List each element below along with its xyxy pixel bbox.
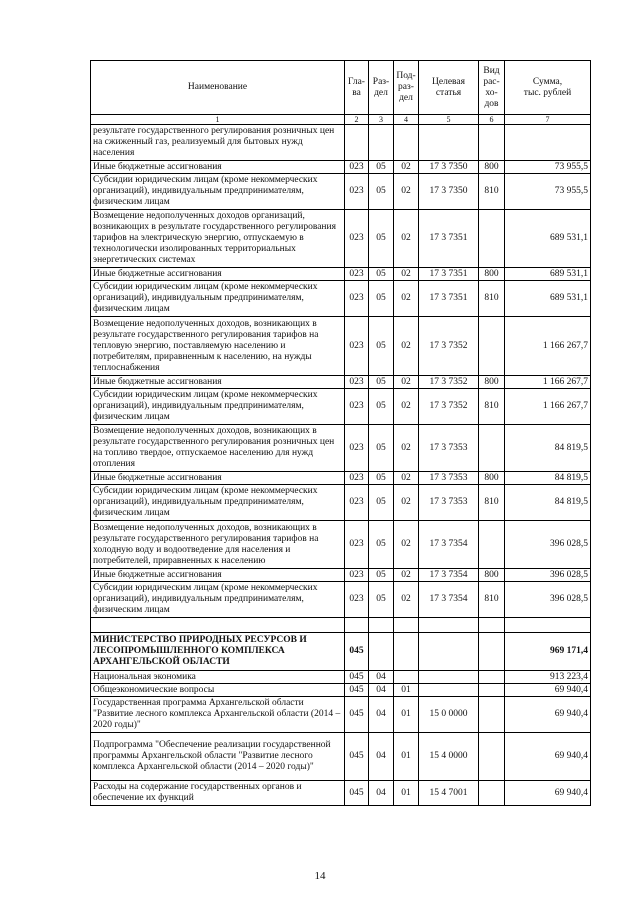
cell-name: Субсидии юридическим лицам (кроме некоммерческих организаций), индивидуальным предпринимателям, физическим лицам <box>91 582 345 618</box>
cell-celevaya: 15 0 0000 <box>419 697 479 733</box>
cell-razdel: 04 <box>369 781 394 806</box>
cell-razdel <box>369 618 394 633</box>
cell-name: Субсидии юридическим лицам (кроме некоммерческих организаций), индивидуальным предпринимателям, физическим лицам <box>91 389 345 425</box>
cell-podrazdel <box>394 671 419 684</box>
cell-celevaya <box>419 125 479 161</box>
cell-vid: 810 <box>479 389 505 425</box>
cell-summa: 689 531,1 <box>505 281 591 317</box>
cell-vid <box>479 781 505 806</box>
cell-summa: 689 531,1 <box>505 268 591 281</box>
cell-name: Возмещение недополученных доходов, возникающих в результате государственного регулирования тарифов на холодную воду и водоотведение для населения и потребителей, приравненных к населению <box>91 521 345 569</box>
header-celevaya <box>419 61 479 115</box>
cell-celevaya: 17 3 7353 <box>419 485 479 521</box>
cell-name: Субсидии юридическим лицам (кроме некоммерческих организаций), индивидуальным предпринимателям, физическим лицам <box>91 174 345 210</box>
cell-celevaya: 17 3 7352 <box>419 317 479 376</box>
cell-podrazdel: 01 <box>394 684 419 697</box>
header-vid-text: Вид рас- хо- дов <box>483 65 500 109</box>
cell-glava <box>345 125 369 161</box>
header-razdel <box>369 61 394 115</box>
cell-glava: 023 <box>345 268 369 281</box>
table-row <box>91 472 591 485</box>
table-row <box>91 582 591 618</box>
cell-vid: 810 <box>479 281 505 317</box>
cell-razdel: 05 <box>369 174 394 210</box>
table-body <box>91 125 591 806</box>
cell-podrazdel: 02 <box>394 317 419 376</box>
cell-podrazdel: 02 <box>394 174 419 210</box>
cell-vid <box>479 684 505 697</box>
cell-vid: 800 <box>479 268 505 281</box>
cell-glava: 023 <box>345 210 369 268</box>
cell-razdel: 05 <box>369 582 394 618</box>
cell-podrazdel: 02 <box>394 268 419 281</box>
table-row <box>91 174 591 210</box>
cell-glava: 045 <box>345 781 369 806</box>
cell-summa: 969 171,4 <box>505 633 591 671</box>
header-glava-text: Гла- ва <box>348 76 365 98</box>
cell-glava: 023 <box>345 317 369 376</box>
table-row <box>91 425 591 472</box>
cell-vid <box>479 671 505 684</box>
cell-name: Расходы на содержание государственных органов и обеспечение их функций <box>91 781 345 806</box>
table-row <box>91 618 591 633</box>
table-row <box>91 376 591 389</box>
cell-podrazdel: 01 <box>394 697 419 733</box>
cell-summa: 1 166 267,7 <box>505 317 591 376</box>
cell-vid <box>479 521 505 569</box>
page-number: 14 <box>314 870 326 882</box>
cell-name <box>91 618 345 633</box>
cell-glava: 023 <box>345 521 369 569</box>
cell-name: Иные бюджетные ассигнования <box>91 376 345 389</box>
cell-celevaya: 17 3 7350 <box>419 161 479 174</box>
cell-podrazdel <box>394 125 419 161</box>
cell-vid: 800 <box>479 472 505 485</box>
cell-podrazdel: 02 <box>394 161 419 174</box>
cell-podrazdel <box>394 633 419 671</box>
cell-name: Национальная экономика <box>91 671 345 684</box>
cell-vid: 800 <box>479 161 505 174</box>
cell-vid <box>479 317 505 376</box>
cell-razdel: 05 <box>369 425 394 472</box>
cell-vid: 810 <box>479 174 505 210</box>
cell-name: Возмещение недополученных доходов, возникающих в результате государственного регулирования розничных цен на топливо твердое, отпускаемое населению для нужд отопления <box>91 425 345 472</box>
cell-razdel: 05 <box>369 472 394 485</box>
cell-vid <box>479 210 505 268</box>
header-podrazdel <box>394 61 419 115</box>
header-name: Наименование <box>91 61 345 115</box>
header-summa <box>505 61 591 115</box>
cell-vid <box>479 618 505 633</box>
cell-celevaya <box>419 684 479 697</box>
cell-summa: 84 819,5 <box>505 472 591 485</box>
cell-podrazdel: 02 <box>394 569 419 582</box>
cell-glava: 045 <box>345 684 369 697</box>
table-row <box>91 281 591 317</box>
cell-summa <box>505 618 591 633</box>
cell-name: Подпрограмма "Обеспечение реализации государственной программы Архангельской области "Развитие лесного комплекса Архангельской области (2014 – 2020 годы)" <box>91 733 345 781</box>
cell-razdel: 05 <box>369 569 394 582</box>
cell-summa: 84 819,5 <box>505 485 591 521</box>
cell-summa: 396 028,5 <box>505 582 591 618</box>
cell-name: Иные бюджетные ассигнования <box>91 268 345 281</box>
col-number: 4 <box>394 115 419 125</box>
table-row <box>91 733 591 781</box>
cell-name: Субсидии юридическим лицам (кроме некоммерческих организаций), индивидуальным предпринимателям, физическим лицам <box>91 281 345 317</box>
cell-vid <box>479 733 505 781</box>
cell-glava: 023 <box>345 582 369 618</box>
cell-summa: 69 940,4 <box>505 781 591 806</box>
cell-celevaya: 17 3 7350 <box>419 174 479 210</box>
cell-razdel: 05 <box>369 521 394 569</box>
table-row <box>91 521 591 569</box>
cell-glava: 045 <box>345 697 369 733</box>
cell-name: Возмещение недополученных доходов, возникающих в результате государственного регулирования тарифов на тепловую энергию, поставляемую населению и потребителям, приравненным к населению, на нужды теплоснабжения <box>91 317 345 376</box>
cell-razdel: 05 <box>369 161 394 174</box>
cell-podrazdel: 01 <box>394 733 419 781</box>
cell-razdel: 05 <box>369 281 394 317</box>
cell-razdel: 05 <box>369 376 394 389</box>
cell-razdel: 05 <box>369 268 394 281</box>
cell-glava: 023 <box>345 161 369 174</box>
col-number: 6 <box>479 115 505 125</box>
table-row <box>91 125 591 161</box>
cell-name: Общеэкономические вопросы <box>91 684 345 697</box>
cell-name: МИНИСТЕРСТВО ПРИРОДНЫХ РЕСУРСОВ И ЛЕСОПРОМЫШЛЕННОГО КОМПЛЕКСА АРХАНГЕЛЬСКОЙ ОБЛАСТИ <box>91 633 345 671</box>
header-celevaya-text: Целевая статья <box>432 76 465 98</box>
col-number: 1 <box>91 115 345 125</box>
cell-podrazdel: 02 <box>394 485 419 521</box>
cell-summa <box>505 125 591 161</box>
cell-razdel: 04 <box>369 684 394 697</box>
cell-glava: 023 <box>345 281 369 317</box>
table-row <box>91 684 591 697</box>
cell-vid: 810 <box>479 485 505 521</box>
cell-summa: 396 028,5 <box>505 521 591 569</box>
cell-glava: 045 <box>345 671 369 684</box>
cell-name: Иные бюджетные ассигнования <box>91 472 345 485</box>
table-row <box>91 389 591 425</box>
cell-name: Субсидии юридическим лицам (кроме некоммерческих организаций), индивидуальным предпринимателям, физическим лицам <box>91 485 345 521</box>
cell-razdel: 04 <box>369 697 394 733</box>
cell-glava: 045 <box>345 733 369 781</box>
cell-glava: 023 <box>345 389 369 425</box>
cell-razdel <box>369 125 394 161</box>
cell-razdel <box>369 633 394 671</box>
cell-name: Возмещение недополученных доходов организаций, возникающих в результате государственного регулирования тарифов на электрическую энергию, отпускаемую в технологически изолированных территориальных энергетических системах <box>91 210 345 268</box>
cell-podrazdel: 02 <box>394 521 419 569</box>
header-summa-text: Сумма, тыс. рублей <box>523 76 572 98</box>
header-razdel-text: Раз- дел <box>372 76 390 98</box>
header-row <box>91 61 591 115</box>
cell-celevaya: 17 3 7354 <box>419 569 479 582</box>
table-row <box>91 569 591 582</box>
cell-podrazdel: 01 <box>394 781 419 806</box>
cell-podrazdel: 02 <box>394 389 419 425</box>
cell-celevaya <box>419 671 479 684</box>
cell-summa: 84 819,5 <box>505 425 591 472</box>
cell-podrazdel: 02 <box>394 425 419 472</box>
col-number: 3 <box>369 115 394 125</box>
cell-podrazdel: 02 <box>394 281 419 317</box>
cell-glava: 023 <box>345 376 369 389</box>
cell-celevaya: 17 3 7354 <box>419 521 479 569</box>
cell-razdel: 05 <box>369 389 394 425</box>
cell-vid <box>479 125 505 161</box>
cell-podrazdel: 02 <box>394 376 419 389</box>
cell-razdel: 04 <box>369 671 394 684</box>
cell-summa: 69 940,4 <box>505 733 591 781</box>
cell-summa: 73 955,5 <box>505 161 591 174</box>
cell-glava: 023 <box>345 569 369 582</box>
cell-razdel: 05 <box>369 210 394 268</box>
cell-glava: 023 <box>345 485 369 521</box>
cell-celevaya: 15 4 7001 <box>419 781 479 806</box>
cell-name: Государственная программа Архангельской области "Развитие лесного комплекса Архангельской области (2014 – 2020 годы)" <box>91 697 345 733</box>
table-row <box>91 317 591 376</box>
cell-razdel: 05 <box>369 485 394 521</box>
cell-summa: 689 531,1 <box>505 210 591 268</box>
cell-glava: 023 <box>345 425 369 472</box>
cell-podrazdel: 02 <box>394 472 419 485</box>
cell-glava: 045 <box>345 633 369 671</box>
cell-vid <box>479 697 505 733</box>
header-vid <box>479 61 505 115</box>
cell-vid: 810 <box>479 582 505 618</box>
budget-table <box>90 60 591 806</box>
cell-celevaya <box>419 633 479 671</box>
cell-glava: 023 <box>345 174 369 210</box>
cell-celevaya <box>419 618 479 633</box>
column-number-row <box>91 115 591 125</box>
cell-summa: 1 166 267,7 <box>505 389 591 425</box>
table-row <box>91 697 591 733</box>
table-row <box>91 161 591 174</box>
cell-celevaya: 17 3 7354 <box>419 582 479 618</box>
cell-celevaya: 17 3 7353 <box>419 425 479 472</box>
cell-celevaya: 17 3 7351 <box>419 210 479 268</box>
cell-vid: 800 <box>479 376 505 389</box>
cell-summa: 396 028,5 <box>505 569 591 582</box>
cell-summa: 73 955,5 <box>505 174 591 210</box>
table-row <box>91 268 591 281</box>
col-number: 5 <box>419 115 479 125</box>
table-row <box>91 671 591 684</box>
table-row <box>91 633 591 671</box>
cell-vid: 800 <box>479 569 505 582</box>
cell-celevaya: 17 3 7352 <box>419 376 479 389</box>
cell-podrazdel <box>394 618 419 633</box>
col-number: 2 <box>345 115 369 125</box>
header-podrazdel-text: Под- раз- дел <box>396 71 416 103</box>
cell-summa: 913 223,4 <box>505 671 591 684</box>
header-glava <box>345 61 369 115</box>
cell-podrazdel: 02 <box>394 582 419 618</box>
cell-celevaya: 17 3 7351 <box>419 268 479 281</box>
cell-summa: 69 940,4 <box>505 697 591 733</box>
cell-name: Иные бюджетные ассигнования <box>91 569 345 582</box>
cell-glava <box>345 618 369 633</box>
table-row <box>91 485 591 521</box>
cell-celevaya: 15 4 0000 <box>419 733 479 781</box>
table-row <box>91 210 591 268</box>
cell-razdel: 04 <box>369 733 394 781</box>
cell-celevaya: 17 3 7351 <box>419 281 479 317</box>
cell-name: Иные бюджетные ассигнования <box>91 161 345 174</box>
cell-razdel: 05 <box>369 317 394 376</box>
cell-vid <box>479 633 505 671</box>
cell-vid <box>479 425 505 472</box>
cell-glava: 023 <box>345 472 369 485</box>
cell-podrazdel: 02 <box>394 210 419 268</box>
cell-summa: 69 940,4 <box>505 684 591 697</box>
cell-celevaya: 17 3 7352 <box>419 389 479 425</box>
table-row <box>91 781 591 806</box>
cell-name: результате государственного регулирования розничных цен на сжиженный газ, реализуемый для бытовых нужд населения <box>91 125 345 161</box>
col-number: 7 <box>505 115 591 125</box>
cell-summa: 1 166 267,7 <box>505 376 591 389</box>
cell-celevaya: 17 3 7353 <box>419 472 479 485</box>
